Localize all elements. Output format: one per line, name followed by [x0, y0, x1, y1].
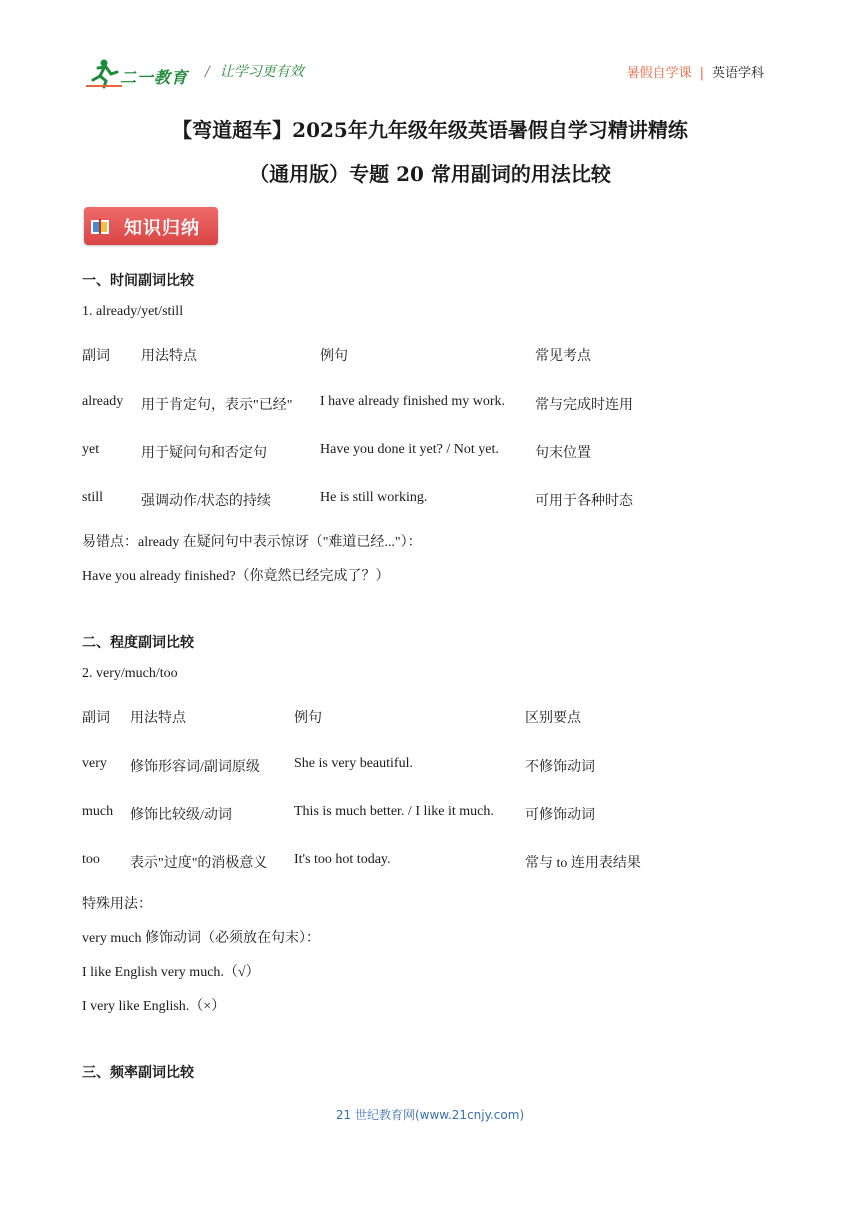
- section2-special-label: 特殊用法：: [82, 897, 152, 912]
- table-header-cell: 用法特点: [141, 349, 197, 364]
- table-cell: 修饰比较级/动词: [130, 808, 232, 823]
- table-cell: 常与 to 连用表结果: [525, 856, 641, 871]
- table-cell: 用于肯定句，表示"已经": [141, 398, 293, 413]
- table-cell: very: [82, 756, 107, 771]
- table-header-cell: 用法特点: [130, 711, 186, 726]
- table-cell: 可用于各种时态: [535, 494, 633, 509]
- page-title-line1: 【弯道超车】2025年九年级年级英语暑假自学习精讲精练: [172, 118, 688, 142]
- table-cell: This is much better. / I like it much.: [294, 804, 494, 819]
- table-cell: 常与完成时连用: [535, 398, 633, 413]
- table-header-cell: 常见考点: [535, 349, 591, 364]
- badge-label: 知识归纳: [124, 218, 200, 239]
- section1-subheading: 1. already/yet/still: [82, 304, 184, 319]
- table-cell: already: [82, 394, 124, 409]
- header-separator: |: [699, 66, 704, 81]
- table-cell: 修饰形容词/副词原级: [130, 760, 260, 775]
- knowledge-summary-badge: [84, 207, 218, 245]
- brand-logo: [84, 56, 192, 90]
- section2-heading: 二、程度副词比较: [82, 635, 194, 651]
- book-icon: [90, 216, 110, 236]
- table-header-cell: 例句: [294, 711, 322, 726]
- table-cell: It's too hot today.: [294, 852, 391, 867]
- table-cell: still: [82, 490, 104, 505]
- table-header-cell: 副词: [82, 349, 110, 364]
- table-cell: 可修饰动词: [525, 808, 595, 823]
- section2-subheading: 2. very/much/too: [82, 666, 178, 681]
- table-cell: 句末位置: [535, 446, 591, 461]
- slogan-separator: /: [205, 64, 210, 80]
- table-cell: I have already finished my work.: [320, 394, 506, 409]
- table-header-cell: 副词: [82, 711, 110, 726]
- table-cell: much: [82, 804, 114, 819]
- table-cell: yet: [82, 442, 100, 457]
- slogan: [205, 61, 304, 81]
- table-cell: 强调动作/状态的持续: [141, 494, 271, 509]
- section1-note-example: Have you already finished?（你竟然已经完成了？）: [82, 569, 390, 584]
- course-label: 暑假自学课: [626, 66, 692, 81]
- table-cell: He is still working.: [320, 490, 428, 505]
- table-header-cell: 区别要点: [525, 711, 581, 726]
- table-cell: Have you done it yet? / Not yet.: [320, 442, 499, 457]
- runner-icon: [84, 56, 124, 90]
- table-cell: She is very beautiful.: [294, 756, 413, 771]
- page-title-line2: （通用版）专题 20 常用副词的用法比较: [249, 162, 611, 186]
- section1-heading: 一、时间副词比较: [82, 273, 194, 289]
- section2-wrong-example: I very like English.（×）: [82, 999, 226, 1014]
- section3-heading: 三、频率副词比较: [82, 1065, 194, 1081]
- header-course-info: [627, 62, 764, 81]
- table-cell: 用于疑问句和否定句: [141, 446, 267, 461]
- table-cell: too: [82, 852, 100, 867]
- table-header-cell: 例句: [320, 349, 348, 364]
- slogan-text: 让学习更有效: [219, 64, 304, 80]
- table-cell: 表示"过度"的消极意义: [130, 856, 268, 871]
- section2-correct-example: I like English very much.（√）: [82, 965, 260, 980]
- table-cell: 不修饰动词: [525, 760, 595, 775]
- section1-note-error: 易错点：already 在疑问句中表示惊讶（"难道已经..."）：: [82, 535, 422, 550]
- logo-text: 二一教育: [120, 68, 189, 87]
- section2-usage-line: very much 修饰动词（必须放在句末）：: [82, 931, 320, 946]
- subject-label: 英语学科: [711, 66, 764, 81]
- footer-source: 21 世纪教育网(www.21cnjy.com): [335, 1108, 525, 1122]
